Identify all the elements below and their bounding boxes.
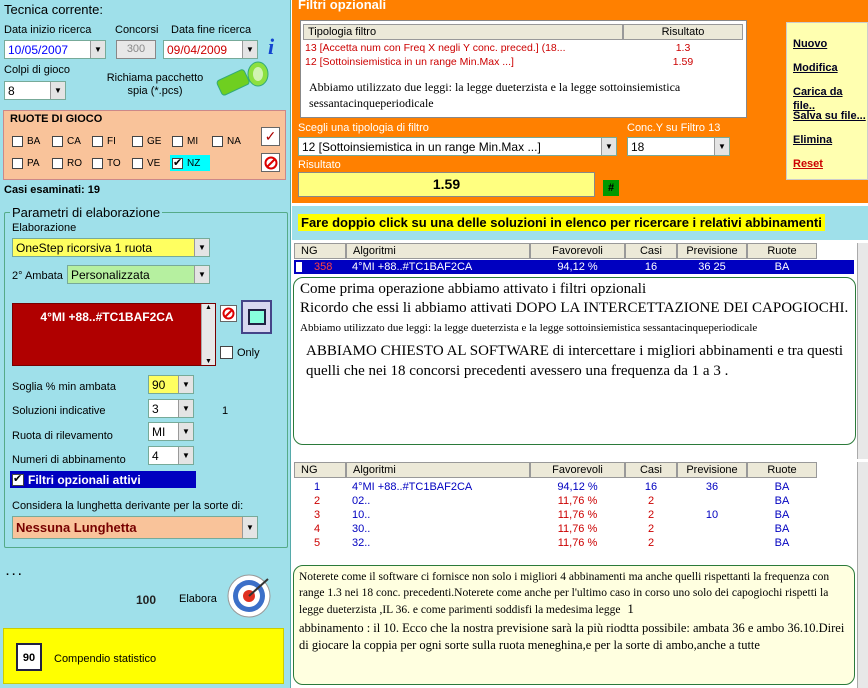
table2-header xyxy=(294,462,817,478)
note-1-line-4: ABBIAMO CHIESTO AL SOFTWARE di intercettare i migliori abbinamenti e tra questi quelli che nei 18 concorsi precedenti avessero una frequenza da 1 a 3 . xyxy=(306,343,844,379)
note-1-line-1: Come prima operazione abbiamo attivato i filtri opzionali xyxy=(300,281,647,297)
filtri-title: Filtri opzionali xyxy=(298,0,387,12)
filtri-rows xyxy=(305,41,745,69)
note-2 xyxy=(293,565,855,685)
note-2-number: 1 xyxy=(627,601,634,616)
data-fine-select[interactable]: 09/04/2009 ▼ xyxy=(163,40,258,59)
risultato-label: Risultato xyxy=(298,159,341,171)
table-row[interactable] xyxy=(294,494,854,508)
cell-alg: 30.. xyxy=(352,523,371,535)
menu-elimina-link[interactable]: Elimina xyxy=(793,134,833,146)
cell-prev: 36 xyxy=(705,481,719,493)
formula-text: 4°MI +88..#TC1BAF2CA xyxy=(40,310,174,324)
table1-header xyxy=(294,243,817,259)
note-2-line-2: abbinamento : il 10. Ecco che la nostra previsione sarà la più riodtta possibile: ambata 36 e ambo 36.10.Direi di giocare la coppia per ogni sorte sulla ruota meneghina,e per la sorte di ambo,anche a tutte xyxy=(299,621,845,652)
data-fine-label: Data fine ricerca xyxy=(171,24,252,36)
ruota-label: Ruota di rilevamento xyxy=(12,430,113,442)
ruota-checkbox-ba[interactable] xyxy=(10,133,50,149)
filtri-label: Filtri opzionali attivi xyxy=(28,472,141,487)
ruota-checkbox-ve[interactable] xyxy=(130,155,170,171)
ruota-label: CA xyxy=(67,135,81,147)
ruota-checkbox-pa[interactable] xyxy=(10,155,50,171)
cell-alg: 4°MI +88..#TC1BAF2CA xyxy=(352,481,473,493)
data-inizio-select[interactable]: 10/05/2007 ▼ xyxy=(4,40,106,59)
cell-ruote: BA xyxy=(774,523,790,535)
filtri-table xyxy=(300,20,747,118)
chevron-down-icon: ▼ xyxy=(178,400,193,417)
conc-label: Conc.Y su Filtro 13 xyxy=(627,122,721,134)
only-checkbox-box[interactable] xyxy=(220,346,233,359)
ruota-checkbox-box[interactable] xyxy=(92,158,103,169)
col-algoritmi[interactable]: Algoritmi xyxy=(346,243,530,259)
chevron-down-icon: ▼ xyxy=(601,138,616,155)
col-algoritmi[interactable]: Algoritmi xyxy=(346,462,530,478)
lunghetta-select[interactable]: Nessuna Lunghetta ▼ xyxy=(12,516,258,539)
filtri-checkbox-box[interactable] xyxy=(12,474,24,486)
numeri-label: Numeri di abbinamento xyxy=(12,454,126,466)
ruota-checkbox-box[interactable] xyxy=(212,136,223,147)
left-panel xyxy=(0,0,291,688)
col-favorevoli[interactable]: Favorevoli xyxy=(530,462,625,478)
menu-reset-link[interactable]: Reset xyxy=(793,158,823,170)
chevron-down-icon: ▼ xyxy=(178,447,193,464)
table-row[interactable] xyxy=(294,508,854,522)
chevron-down-icon: ▼ xyxy=(90,41,105,58)
hash-button[interactable]: # xyxy=(603,180,619,196)
cell-fav: 11,76 % xyxy=(557,537,598,549)
chevron-down-icon: ▼ xyxy=(50,82,65,99)
menu-items xyxy=(787,23,867,181)
parametri-group xyxy=(4,212,288,548)
cell-casi: 16 xyxy=(644,261,658,273)
cell-casi: 16 xyxy=(644,481,658,493)
calendar-icon: 90 xyxy=(16,643,42,671)
ruota-select[interactable]: MI ▼ xyxy=(148,422,194,441)
cell-fav: 94,12 % xyxy=(557,481,598,493)
cell-casi: 2 xyxy=(647,495,655,507)
table-row[interactable] xyxy=(294,260,854,274)
chevron-down-icon: ▼ xyxy=(178,423,193,440)
soluzioni-label: Soluzioni indicative xyxy=(12,405,106,417)
cancel-formula-icon[interactable] xyxy=(220,305,237,322)
ruota-label: PA xyxy=(27,157,40,169)
chevron-down-icon: ▼ xyxy=(714,138,729,155)
casi-esaminati: Casi esaminati: 19 xyxy=(4,184,100,196)
ruota-checkbox-box[interactable] xyxy=(92,136,103,147)
ruote-row-1 xyxy=(10,133,250,149)
chevron-down-icon: ▼ xyxy=(194,239,209,256)
chevron-down-icon: ▼ xyxy=(242,517,257,538)
cell-alg: 32.. xyxy=(352,537,371,549)
table1-rows xyxy=(294,260,854,274)
ruota-checkbox-fi[interactable] xyxy=(90,133,130,149)
compendio-panel[interactable] xyxy=(3,628,284,684)
ruota-checkbox-ro[interactable] xyxy=(50,155,90,171)
filtro-tipologia: 13 [Accetta num con Freq X negli Y conc. preced.] (18... xyxy=(305,42,566,54)
ruota-checkbox-na[interactable] xyxy=(210,133,250,149)
soluzioni-select[interactable]: 3 ▼ xyxy=(148,399,194,418)
dots: . . . xyxy=(6,566,22,578)
ambata-label: 2° Ambata xyxy=(12,270,63,282)
cell-prev: 10 xyxy=(705,509,719,521)
ruota-label: GE xyxy=(147,135,162,147)
cell-ng: 2 xyxy=(314,495,321,507)
chevron-down-icon: ▼ xyxy=(194,266,209,283)
menu-salva-link[interactable]: Salva su file... xyxy=(793,110,866,122)
note-1 xyxy=(293,277,856,445)
cell-alg: 02.. xyxy=(352,495,371,507)
ruota-label: FI xyxy=(107,135,116,147)
ruota-checkbox-box[interactable] xyxy=(132,158,143,169)
elaborazione-label: Elaborazione xyxy=(12,222,77,234)
col-ruote[interactable]: Ruote xyxy=(747,243,817,259)
ruota-checkbox-mi[interactable] xyxy=(170,133,210,149)
table1-scrollbar[interactable] xyxy=(857,243,868,459)
table-row[interactable] xyxy=(294,480,854,494)
col-previsione[interactable]: Previsione xyxy=(677,462,747,478)
concorsi-field[interactable]: 300 xyxy=(116,40,156,59)
risultato-value: 1.59 xyxy=(298,172,595,197)
elabora-label: Elabora xyxy=(179,593,217,605)
cell-alg: 10.. xyxy=(352,509,371,521)
row-marker xyxy=(296,262,302,272)
ruota-checkbox-box[interactable] xyxy=(12,158,23,169)
ambata-select[interactable]: Personalizzata ▼ xyxy=(67,265,210,284)
cell-ruote: BA xyxy=(774,509,790,521)
pacchetto-label: Richiama pacchetto spia (*.pcs) xyxy=(106,72,204,97)
ruota-label: TO xyxy=(107,157,121,169)
cell-prev xyxy=(677,522,747,536)
menu-nuovo-link[interactable]: Nuovo xyxy=(793,38,828,50)
ruota-label: BA xyxy=(27,135,41,147)
compendio-label: Compendio statistico xyxy=(54,653,157,665)
col-risultato: Risultato xyxy=(623,24,743,40)
cell-ruote: BA xyxy=(774,537,790,549)
target-icon[interactable] xyxy=(226,573,272,619)
conc-select[interactable]: 18 ▼ xyxy=(627,137,730,156)
progress-value: 100 xyxy=(136,593,157,607)
ruota-checkbox-to[interactable] xyxy=(90,155,130,171)
table-row[interactable] xyxy=(294,522,854,536)
cell-ng: 4 xyxy=(314,523,321,535)
cell-ng: 3 xyxy=(314,509,321,521)
formula-box[interactable] xyxy=(12,303,216,366)
clear-all-icon[interactable] xyxy=(261,153,280,172)
cell-ng: 358 xyxy=(314,261,333,273)
ruota-label: NZ xyxy=(187,157,201,169)
parametri-title: Parametri di elaborazione xyxy=(12,205,161,220)
ruota-label: VE xyxy=(147,157,161,169)
cell-prev xyxy=(677,494,747,508)
note-1-line-2: Ricordo che essi li abbiamo attivati DOPO LA INTERCETTAZIONE DEI CAPOGIOCHI. xyxy=(300,300,849,316)
ruota-checkbox-box[interactable] xyxy=(52,136,63,147)
scegli-select[interactable]: 12 [Sottoinsiemistica in un range Min.Max ...] ▼ xyxy=(298,137,617,156)
soglia-label: Soglia % min ambata xyxy=(12,381,116,393)
menu-modifica-link[interactable]: Modifica xyxy=(793,62,838,74)
filtro-row[interactable] xyxy=(305,41,745,55)
ruota-checkbox-box[interactable] xyxy=(172,158,183,169)
table2-scrollbar[interactable] xyxy=(857,462,868,688)
table-row[interactable] xyxy=(294,536,854,550)
col-casi[interactable]: Casi xyxy=(625,243,677,259)
filtro-row[interactable] xyxy=(305,55,745,69)
check-all-icon[interactable]: ✓ xyxy=(261,127,280,146)
col-tipologia: Tipologia filtro xyxy=(303,24,623,40)
numeri-select[interactable]: 4 ▼ xyxy=(148,446,194,465)
data-inizio-label: Data inizio ricerca xyxy=(4,24,92,36)
col-ruote[interactable]: Ruote xyxy=(747,462,817,478)
flashlight-icon[interactable] xyxy=(214,60,274,104)
monitor-icon[interactable] xyxy=(241,300,272,334)
ruote-title: RUOTE DI GIOCO xyxy=(10,113,103,125)
cell-ng: 5 xyxy=(314,537,321,549)
info-icon[interactable]: i xyxy=(267,34,275,59)
ruota-label: MI xyxy=(187,135,199,147)
col-favorevoli[interactable]: Favorevoli xyxy=(530,243,625,259)
only-checkbox[interactable] xyxy=(220,346,260,359)
chevron-down-icon: ▼ xyxy=(242,41,257,58)
filtro-risultato: 1.59 xyxy=(672,56,694,68)
colpi-label: Colpi di gioco xyxy=(4,64,71,76)
col-previsione[interactable]: Previsione xyxy=(677,243,747,259)
note-2-line-1: Noterete come il software ci fornisce non solo i migliori 4 abbinamenti ma anche quelli rispettanti la frequenza con range 1.3 nei 18 conc. precedenti.Noterete come anche per l'ultimo caso in corso uno solo dei capogiochi rispetti la legge dueterzista ,IL 36. e come parimenti soddisfi la medesima legge xyxy=(299,571,830,616)
cell-prev: 36 25 xyxy=(698,261,726,273)
filtro-risultato: 1.3 xyxy=(675,42,691,54)
ruota-checkbox-ca[interactable] xyxy=(50,133,90,149)
filtri-opzionali-checkbox[interactable] xyxy=(10,471,196,488)
ruota-checkbox-ge[interactable] xyxy=(130,133,170,149)
col-ng[interactable]: NG xyxy=(294,462,346,478)
table2-rows xyxy=(294,480,854,550)
only-label: Only xyxy=(237,346,260,359)
elaborazione-select[interactable]: OneStep ricorsiva 1 ruota ▼ xyxy=(12,238,210,257)
cell-ruote: BA xyxy=(774,495,790,507)
cell-casi: 2 xyxy=(647,523,655,535)
cell-fav: 94,12 % xyxy=(557,261,598,273)
note-1-line-3: Abbiamo utilizzato due leggi: la legge dueterzista e la legge sottoinsiemistica sessantacinqueperiodicale xyxy=(300,322,758,334)
filtro-tipologia: 12 [Sottoinsiemistica in un range Min.Max ...] xyxy=(305,56,514,68)
colpi-select[interactable]: 8 ▼ xyxy=(4,81,66,100)
ruota-label: NA xyxy=(227,135,241,147)
ruote-panel xyxy=(3,110,286,180)
ruota-checkbox-box[interactable] xyxy=(172,136,183,147)
cell-ruote: BA xyxy=(774,261,790,273)
formula-scrollbar[interactable]: ▲ ▼ xyxy=(201,304,215,365)
ruota-checkbox-box[interactable] xyxy=(132,136,143,147)
filtri-menu xyxy=(786,22,868,180)
ruota-checkbox-nz[interactable] xyxy=(170,155,210,171)
soglia-select[interactable]: 90 ▼ xyxy=(148,375,194,394)
lunghetta-label: Considera la lunghetta derivante per la sorte di: xyxy=(12,500,244,512)
banner-text: Fare doppio click su una delle soluzioni in elenco per ricercare i relativi abbinamenti xyxy=(298,214,825,231)
filtri-note: Abbiamo utilizzato due leggi: la legge dueterzista e la legge sottoinsiemistica sessantacinqueperiodicale xyxy=(309,80,681,110)
cell-prev xyxy=(677,536,747,550)
cell-casi: 2 xyxy=(647,537,655,549)
menu-carica-link[interactable]: Carica da file.. xyxy=(793,86,843,112)
cell-ruote: BA xyxy=(774,481,790,493)
ruota-checkbox-box[interactable] xyxy=(12,136,23,147)
concorsi-label: Concorsi xyxy=(115,24,159,36)
col-casi[interactable]: Casi xyxy=(625,462,677,478)
cell-fav: 11,76 % xyxy=(557,495,598,507)
ruota-label: RO xyxy=(67,157,82,169)
cell-ng: 1 xyxy=(314,481,321,493)
cell-casi: 2 xyxy=(647,509,655,521)
cell-alg: 4°MI +88..#TC1BAF2CA xyxy=(352,261,473,273)
tecnica-title: Tecnica corrente: xyxy=(4,2,103,17)
cell-fav: 11,76 % xyxy=(557,523,598,535)
soluzioni-count: 1 xyxy=(222,405,229,417)
col-ng[interactable]: NG xyxy=(294,243,346,259)
ruote-row-2 xyxy=(10,155,210,171)
chevron-down-icon: ▼ xyxy=(178,376,193,393)
scegli-label: Scegli una tipologia di filtro xyxy=(298,122,429,134)
ruota-checkbox-box[interactable] xyxy=(52,158,63,169)
cell-fav: 11,76 % xyxy=(557,509,598,521)
